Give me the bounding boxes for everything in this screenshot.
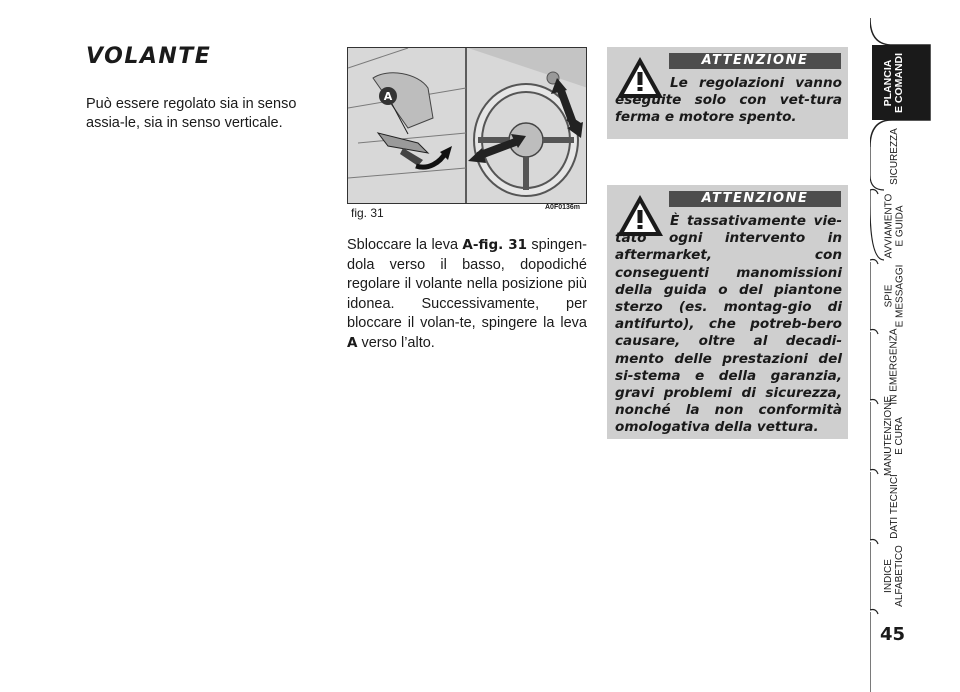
tab-label: INDICE ALFABETICO — [883, 545, 905, 607]
tab-label: IN EMERGENZA — [888, 327, 900, 405]
tab-indice-alfabetico[interactable] — [870, 542, 918, 610]
tab-label: AVVIAMENTO E GUIDA — [883, 193, 905, 259]
warning-box-2 — [607, 185, 848, 439]
figure-steering-wheel — [347, 47, 587, 204]
tab-manutenzione-e-cura[interactable] — [870, 396, 918, 476]
chapter-sidebar — [870, 0, 960, 692]
page-title: VOLANTE — [86, 44, 212, 69]
tab-label: SICUREZZA — [888, 127, 900, 185]
page-number: 45 — [880, 624, 906, 645]
figure-code: A0F0136m — [545, 204, 581, 211]
callout-a: A — [383, 90, 393, 103]
instructions-paragraph: Sbloccare la leva A-fig. 31 spingen-dola verso il basso, dopodiché regolare il volante nella posizione più idonea. Successivamente, per bloccare il volan-te, spingere la leva A verso l’alto. — [347, 237, 588, 351]
attention-badge: ATTENZIONE — [669, 191, 841, 207]
tab-plancia-e-comandi[interactable] — [870, 45, 918, 120]
warning-text-1: Le regolazioni vanno eseguite solo con vet-tura ferma e motore spento. — [615, 75, 842, 126]
tab-label: MANUTENZIONE E CURA — [883, 396, 905, 476]
figure-reference: A-fig. 31 — [462, 237, 528, 253]
tab-label: DATI TECNICI — [888, 473, 900, 539]
steering-adjustment-illustration — [348, 48, 587, 204]
attention-badge: ATTENZIONE — [669, 53, 841, 69]
tab-sicurezza[interactable] — [870, 122, 918, 190]
tab-avviamento-e-guida[interactable] — [870, 192, 918, 260]
figure-caption: fig. 31 — [351, 206, 384, 220]
warning-text-2: È tassativamente vie-tato ogni intervento in aftermarket, con conseguenti manomissioni della guida o del piantone sterzo (es. montag-gio di antifurto), che potreb-bero causare, oltre al decadi-mento delle prestazioni del si-stema e della garanzia, gravi problemi di sicurezza, nonché la non conformità omologativa della vettura. — [615, 213, 842, 436]
tab-in-emergenza[interactable] — [870, 327, 918, 405]
tab-label: SPIE E MESSAGGI — [883, 264, 906, 328]
tab-dati-tecnici[interactable] — [870, 472, 918, 540]
tab-spie-e-messaggi[interactable] — [870, 262, 918, 330]
warning-box-1 — [607, 47, 848, 139]
lever-reference: A — [347, 334, 358, 351]
tab-label: PLANCIA E COMANDI — [882, 52, 905, 113]
intro-paragraph: Può essere regolato sia in senso assia-le, sia in senso verticale. — [86, 96, 297, 131]
